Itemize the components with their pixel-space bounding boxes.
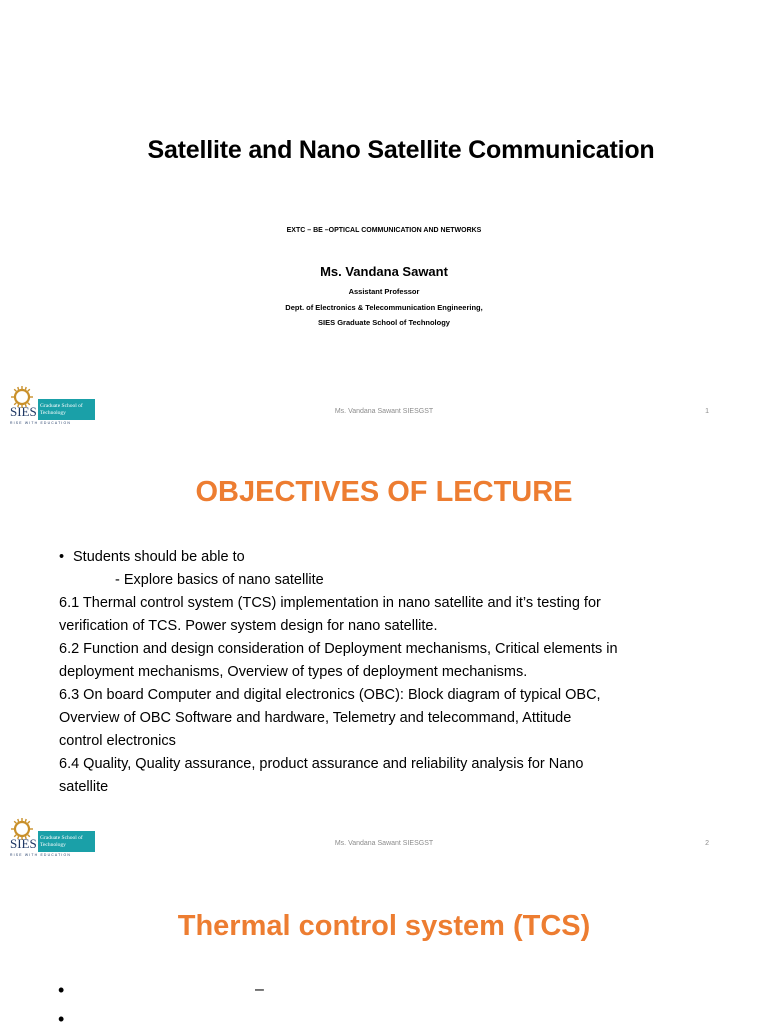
list-item: Overview of OBC Software and hardware, Telemetry and telecommand, Attitude (59, 710, 572, 726)
list-item: 6.1 Thermal control system (TCS) implementation in nano satellite and it’s testing for (59, 595, 601, 611)
svg-text:Graduate School of: Graduate School of (40, 403, 83, 409)
presenter-school: SIES Graduate School of Technology (318, 318, 450, 327)
list-item: control electronics (59, 733, 176, 749)
footer-text: Ms. Vandana Sawant SIESGST (334, 408, 434, 415)
footer-text: Ms. Vandana Sawant SIESGST (334, 840, 434, 847)
slide-title: Thermal control system (TCS) (177, 910, 591, 942)
sies-logo (8, 816, 98, 858)
list-item: satellite (59, 779, 109, 795)
bullet-icon: • (58, 980, 65, 1000)
presenter-role: Assistant Professor (348, 287, 420, 296)
page-number: 2 (705, 840, 709, 847)
dash-marker: – (255, 981, 264, 998)
objectives-list (59, 546, 709, 799)
page-number: 1 (705, 408, 709, 415)
slide-title: Satellite and Nano Satellite Communication (147, 136, 655, 164)
list-item: 6.3 On board Computer and digital electronics (OBC): Block diagram of typical OBC, (59, 687, 601, 703)
svg-text:Technology: Technology (40, 410, 66, 416)
svg-text:SIES: SIES (10, 404, 37, 419)
list-item: • Students should be able to (59, 546, 709, 569)
bullet-icon: • (58, 1009, 65, 1024)
slide-1 (0, 0, 768, 432)
list-item: deployment mechanisms, Overview of types of deployment mechanisms. (59, 664, 528, 680)
svg-text:RISE WITH EDUCATION: RISE WITH EDUCATION (10, 421, 71, 425)
list-item: 6.4 Quality, Quality assurance, product assurance and reliability analysis for Nano (59, 756, 584, 772)
list-item: 6.2 Function and design consideration of Deployment mechanisms, Critical elements in (59, 641, 618, 657)
course-name: EXTC – BE –OPTICAL COMMUNICATION AND NETWORKS (286, 227, 482, 234)
slide-title: OBJECTIVES OF LECTURE (195, 476, 573, 508)
svg-text:SIES: SIES (10, 836, 37, 851)
list-item: - Explore basics of nano satellite (115, 572, 324, 588)
list-item: verification of TCS. Power system design for nano satellite. (59, 618, 438, 634)
slide-2 (0, 432, 768, 864)
bullet-icon: • (59, 549, 65, 565)
svg-text:Technology: Technology (40, 842, 66, 848)
presenter-name: Ms. Vandana Sawant (320, 264, 448, 279)
svg-text:RISE WITH EDUCATION: RISE WITH EDUCATION (10, 853, 71, 857)
svg-text:Graduate School of: Graduate School of (40, 835, 83, 841)
sies-logo (8, 384, 98, 426)
slide-3 (0, 864, 768, 1024)
presenter-department: Dept. of Electronics & Telecommunication Engineering, (285, 303, 483, 312)
